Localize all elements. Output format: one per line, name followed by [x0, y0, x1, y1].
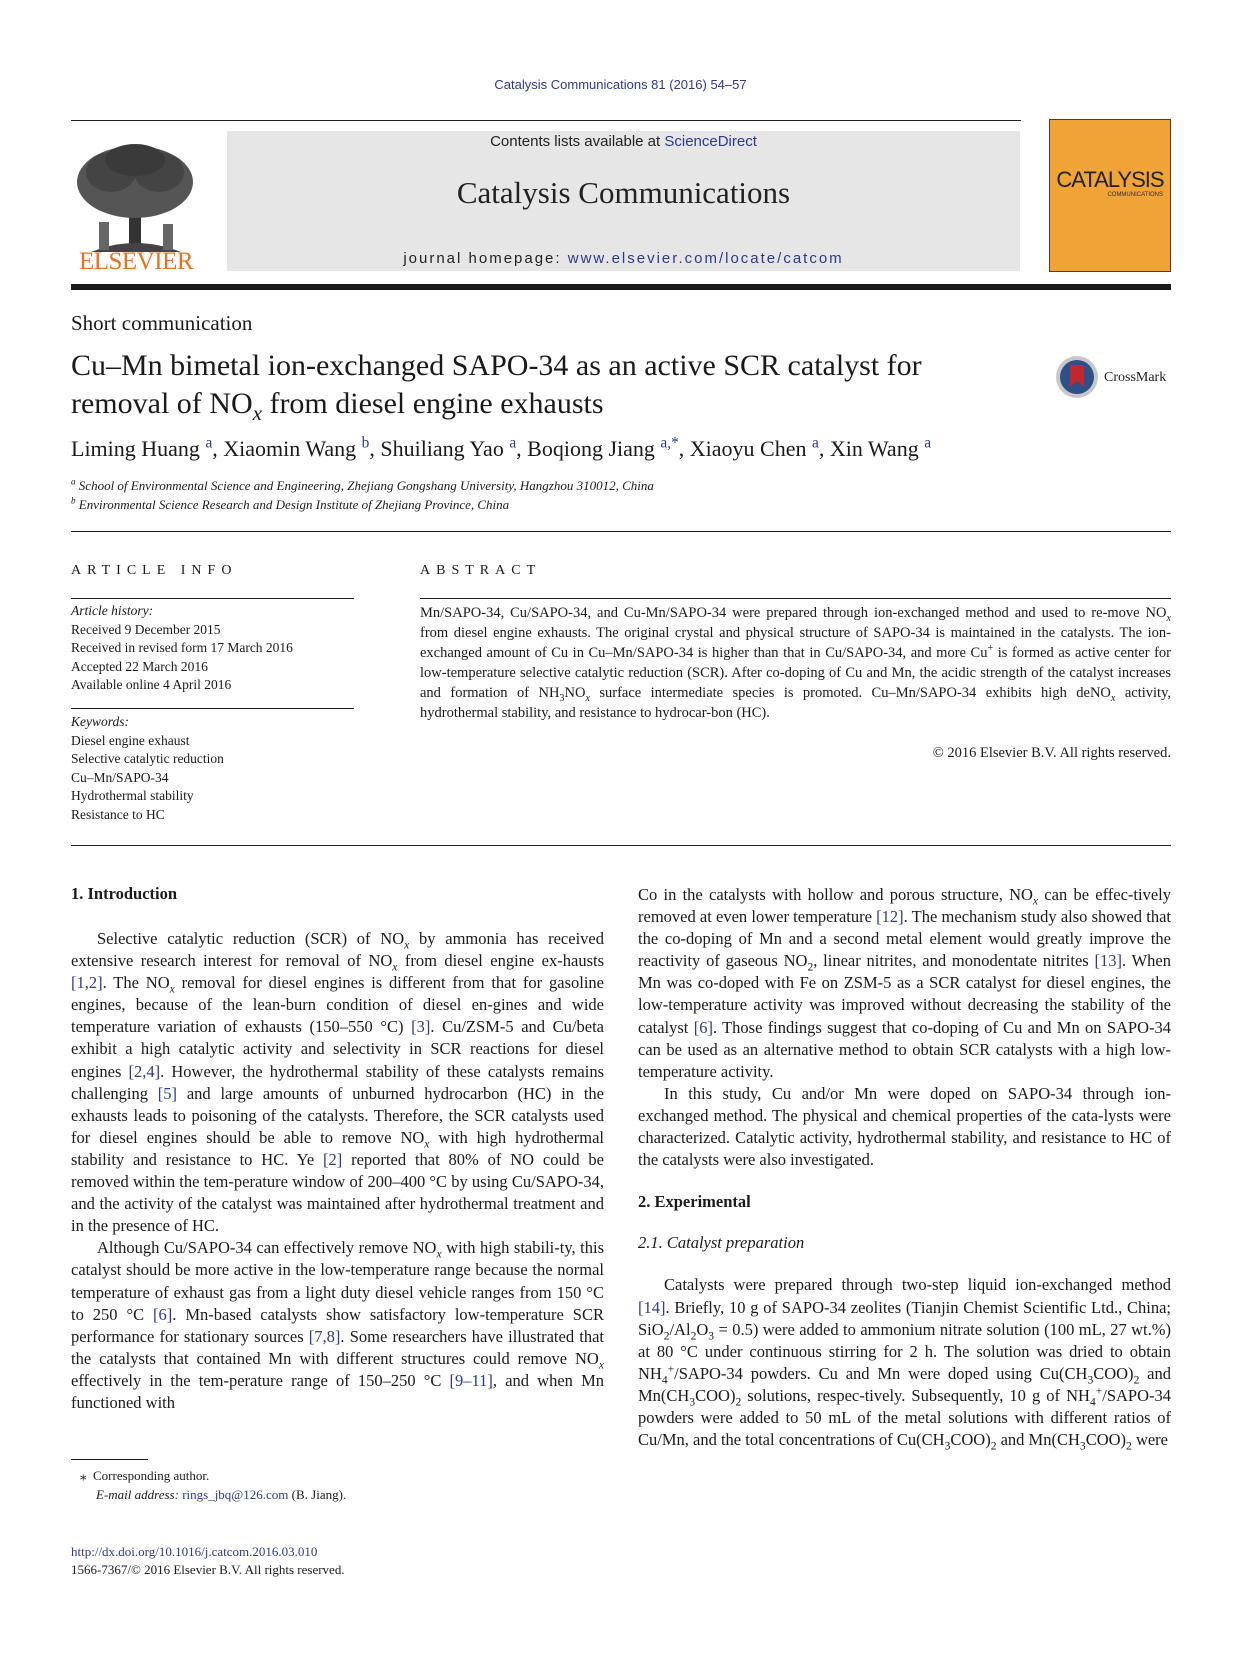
header-thick-rule — [71, 284, 1171, 290]
section-heading-introduction: 1. Introduction — [71, 884, 178, 903]
corresponding-author-note: ⁎ Corresponding author. — [80, 1468, 210, 1483]
citation-link[interactable]: [3] — [411, 1017, 431, 1037]
article-title — [71, 347, 971, 423]
author-name: Xiaomin Wang — [223, 436, 357, 461]
abstract-rule — [420, 598, 1171, 599]
citation-link[interactable]: [9–11] — [449, 1370, 493, 1390]
paragraph: Selective catalytic reduction (SCR) of $NO_x$ by ammonia has received extensive research interest for removal of $NO_x$ from diesel engine ex-hausts [1,2]. The $NO_x$ removal for diesel engines is different from that for gasoline engines, because of the lean-burn condition of diesel en-gines and wide temperature variation of exhausts (150–550 °C) [3]. Cu/ZSM-5 and Cu/beta exhibit a high catalytic activity and selectivity in SCR reactions for diesel engines [2,4]. However, the hydrothermal stability of these catalysts remains challenging [5] and large amounts of unburned hydrocarbon (HC) in the exhausts leads to poisoning of the catalysts. Therefore, the SCR catalysts used for diesel engines should be able to remove $NO_x$ with high hydrothermal stability and resistance to HC. Ye [2] reported that 80% of NO could be removed within the tem-perature window of 200–400 °C by using Cu/SAPO-34, and the activity of the catalyst was maintained after hydrothermal treatment and in the presence of HC. — [71, 929, 604, 1236]
body-right-column — [638, 884, 1171, 1451]
contents-line — [227, 133, 1020, 150]
author-name: Boqiong Jiang — [527, 436, 655, 461]
info-rule — [71, 598, 354, 599]
keyword: Hydrothermal stability — [71, 788, 194, 803]
citation-link[interactable]: [7,8] — [308, 1326, 341, 1346]
section-rule — [71, 845, 1171, 846]
author-affil-mark[interactable]: a,* — [660, 434, 679, 452]
email-link[interactable]: rings_jbq@126.com — [182, 1487, 289, 1502]
keywords-label: Keywords: — [71, 714, 129, 729]
keyword: Cu–Mn/SAPO-34 — [71, 769, 169, 785]
author-list: Liming Huang $^a$, Xiaomin Wang $^b$, Shuiliang Yao $^a$, Boqiong Jiang $^{a,*}$, Xiaoyu Chen $^a$, Xin Wang $^a$ — [71, 434, 932, 461]
history-item: Received in revised form 17 March 2016 — [71, 640, 293, 655]
article-type: Short communication — [71, 311, 253, 335]
author-affil-mark[interactable]: a — [811, 434, 819, 452]
cover-subtitle: COMMUNICATIONS — [1107, 192, 1163, 198]
header-rule — [71, 120, 1021, 121]
footnote-rule — [71, 1459, 148, 1460]
keywords — [71, 713, 224, 824]
section-rule — [71, 531, 1171, 532]
history-item: Available online 4 April 2016 — [71, 677, 232, 692]
journal-reference[interactable]: Catalysis Communications 81 (2016) 54–57 — [494, 77, 747, 92]
keyword: Selective catalytic reduction — [71, 751, 224, 766]
body-left-column — [71, 928, 604, 1414]
journal-name: Catalysis Communications — [456, 175, 791, 210]
article-history — [71, 602, 293, 695]
title-line-1: Cu–Mn bimetal ion-exchanged SAPO-34 as an active SCR catalyst for — [71, 349, 922, 382]
cover-title: CATALYSIS — [1056, 167, 1164, 192]
history-item: Received 9 December 2015 — [71, 621, 221, 637]
doi-link[interactable]: http://dx.doi.org/10.1016/j.catcom.2016.03.010 — [71, 1544, 318, 1559]
author-affil-mark[interactable]: b — [361, 434, 370, 452]
citation-link[interactable]: [1,2] — [71, 973, 103, 993]
citation-link[interactable]: [12] — [876, 907, 904, 927]
email-note: E-mail address: rings_jbq@126.com (B. Jiang). — [96, 1487, 347, 1502]
author-name: Shuiliang Yao — [380, 436, 504, 461]
citation-link[interactable]: [14] — [638, 1297, 666, 1317]
paragraph: Catalysts were prepared through two-step liquid ion-exchanged method [14]. Briefly, 10 g of SAPO-34 zeolites (Tianjin Chemist Scientific Ltd., China; $SiO_2/Al_2O_3 = 0.5$) were added to ammonium nitrate solution (100 mL, 27 wt.%) at 80 °C under continuous stirring for 2 h. The solution was dried to obtain $NH_4^+/SAPO-34$ powders. Cu and Mn were doped using $Cu(CH_3COO)_2$ and $Mn(CH_3COO)_2$ solutions, respec-tively. Subsequently, 10 g of $NH_4^+/SAPO-34$ powders were added to 50 mL of the metal solutions with different ratios of Cu/Mn, and the total concentrations of $Cu(CH_3COO)_2$ and $Mn(CH_3COO)_2$ were — [638, 1275, 1172, 1453]
affiliation-b: $^b$ Environmental Science Research and Design Institute of Zhejiang Province, China — [71, 495, 510, 512]
author-name: Liming Huang — [71, 436, 200, 461]
issn-copyright: 1566-7367/© 2016 Elsevier B.V. All rights reserved. — [71, 1562, 345, 1577]
citation-link[interactable]: [13] — [1094, 951, 1122, 971]
author-affil-mark[interactable]: a — [509, 434, 517, 452]
paragraph: Co in the catalysts with hollow and porous structure, $NO_x$ can be effec-tively removed at even lower temperature [12]. The mechanism study also showed that the co-doping of Mn and a second metal element would greatly improve the reactivity of gaseous $NO_2$, linear nitrites, and monodentate nitrites [13]. When Mn was co-doped with Fe on ZSM-5 as a SCR catalyst for diesel engines, the low-temperature activity was improved without decreasing the stability of the catalyst [6]. Those findings suggest that co-doping of Cu and Mn on SAPO-34 can be used as an alternative method to obtain SCR catalysts with a high low-temperature activity. — [638, 885, 1171, 1081]
author-name: Xiaoyu Chen — [689, 436, 807, 461]
crossmark-label[interactable]: CrossMark — [1104, 370, 1167, 385]
abstract-heading: ABSTRACT — [420, 563, 542, 578]
history-label: Article history: — [71, 603, 154, 618]
history-item: Accepted 22 March 2016 — [71, 658, 208, 674]
contents-prefix: Contents lists available at — [490, 133, 665, 150]
citation-link[interactable]: [6] — [693, 1017, 713, 1037]
affiliation-a: $^a$ School of Environmental Science and Engineering, Zhejiang Gongshang University, Hangzhou 310012, China — [71, 476, 654, 493]
author-affil-mark[interactable]: a — [205, 434, 213, 452]
keyword: Resistance to HC — [71, 806, 165, 822]
section-heading-experimental: 2. Experimental — [638, 1192, 751, 1212]
homepage-link[interactable]: www.elsevier.com/locate/catcom — [567, 250, 844, 267]
citation-link[interactable]: [2] — [323, 1149, 343, 1169]
crossmark-icon[interactable] — [1055, 355, 1099, 399]
title-line-2: removal of $NO_x$ from diesel engine exhausts — [71, 387, 604, 425]
info-rule — [71, 708, 354, 709]
author-affil-mark[interactable]: a — [924, 434, 932, 452]
paragraph: In this study, Cu and/or Mn were doped on SAPO-34 through ion-exchanged method. The physical and chemical properties of the cata-lysts were characterized. Catalytic activity, hydrothermal stability, and resistance to HC of the catalysts were also investigated. — [638, 1083, 1171, 1170]
elsevier-wordmark: ELSEVIER — [78, 248, 194, 275]
keyword: Diesel engine exhaust — [71, 732, 190, 748]
citation-link[interactable]: [2,4] — [128, 1061, 161, 1081]
article-info-heading: ARTICLE INFO — [71, 563, 238, 578]
paragraph: Although Cu/SAPO-34 can effectively remove $NO_x$ with high stabili-ty, this catalyst should be more active in the low-temperature range because the normal temperature of exhaust gas from a light duty diesel vehicle ranges from 150 °C to 250 °C [6]. Mn-based catalysts show satisfactory low-temperature SCR performance for stationary sources [7,8]. Some researchers have illustrated that the catalysts that contained Mn with different structures could remove $NO_x$ effectively in the tem-perature range of 150–250 °C [9–11], and when Mn functioned with — [71, 1238, 604, 1412]
homepage-line — [227, 250, 1020, 267]
sciencedirect-link[interactable]: ScienceDirect — [664, 133, 757, 150]
abstract-text: Mn/SAPO-34, Cu/SAPO-34, and Cu-Mn/SAPO-34 were prepared through ion-exchanged method and used to re-move $NO_x$ from diesel engine exhausts. The original crystal and physical structure of SAPO-34 is maintained in the catalysts. The ion-exchanged amount of Cu in Cu–Mn/SAPO-34 is higher than that in Cu/SAPO-34, and more Cu+ is formed as active center for low-temperature selective catalytic reduction (SCR). After co-doping of Cu and Mn, the acidic strength of the catalyst increases and formation of $NH_3NO_x$ surface intermediate species is promoted. Cu–Mn/SAPO-34 exhibits high deNO$_x$ activity, hydrothermal stability, and resistance to hydrocar-bon (HC). — [420, 605, 1172, 721]
author-name: Xin Wang — [829, 436, 919, 461]
abstract-copyright: © 2016 Elsevier B.V. All rights reserved. — [932, 745, 1171, 761]
citation-link[interactable]: [5] — [157, 1083, 178, 1103]
homepage-prefix: journal homepage: — [403, 250, 568, 267]
subsection-heading-catalyst-preparation: 2.1. Catalyst preparation — [638, 1233, 805, 1253]
citation-link[interactable]: [6] — [153, 1304, 173, 1324]
